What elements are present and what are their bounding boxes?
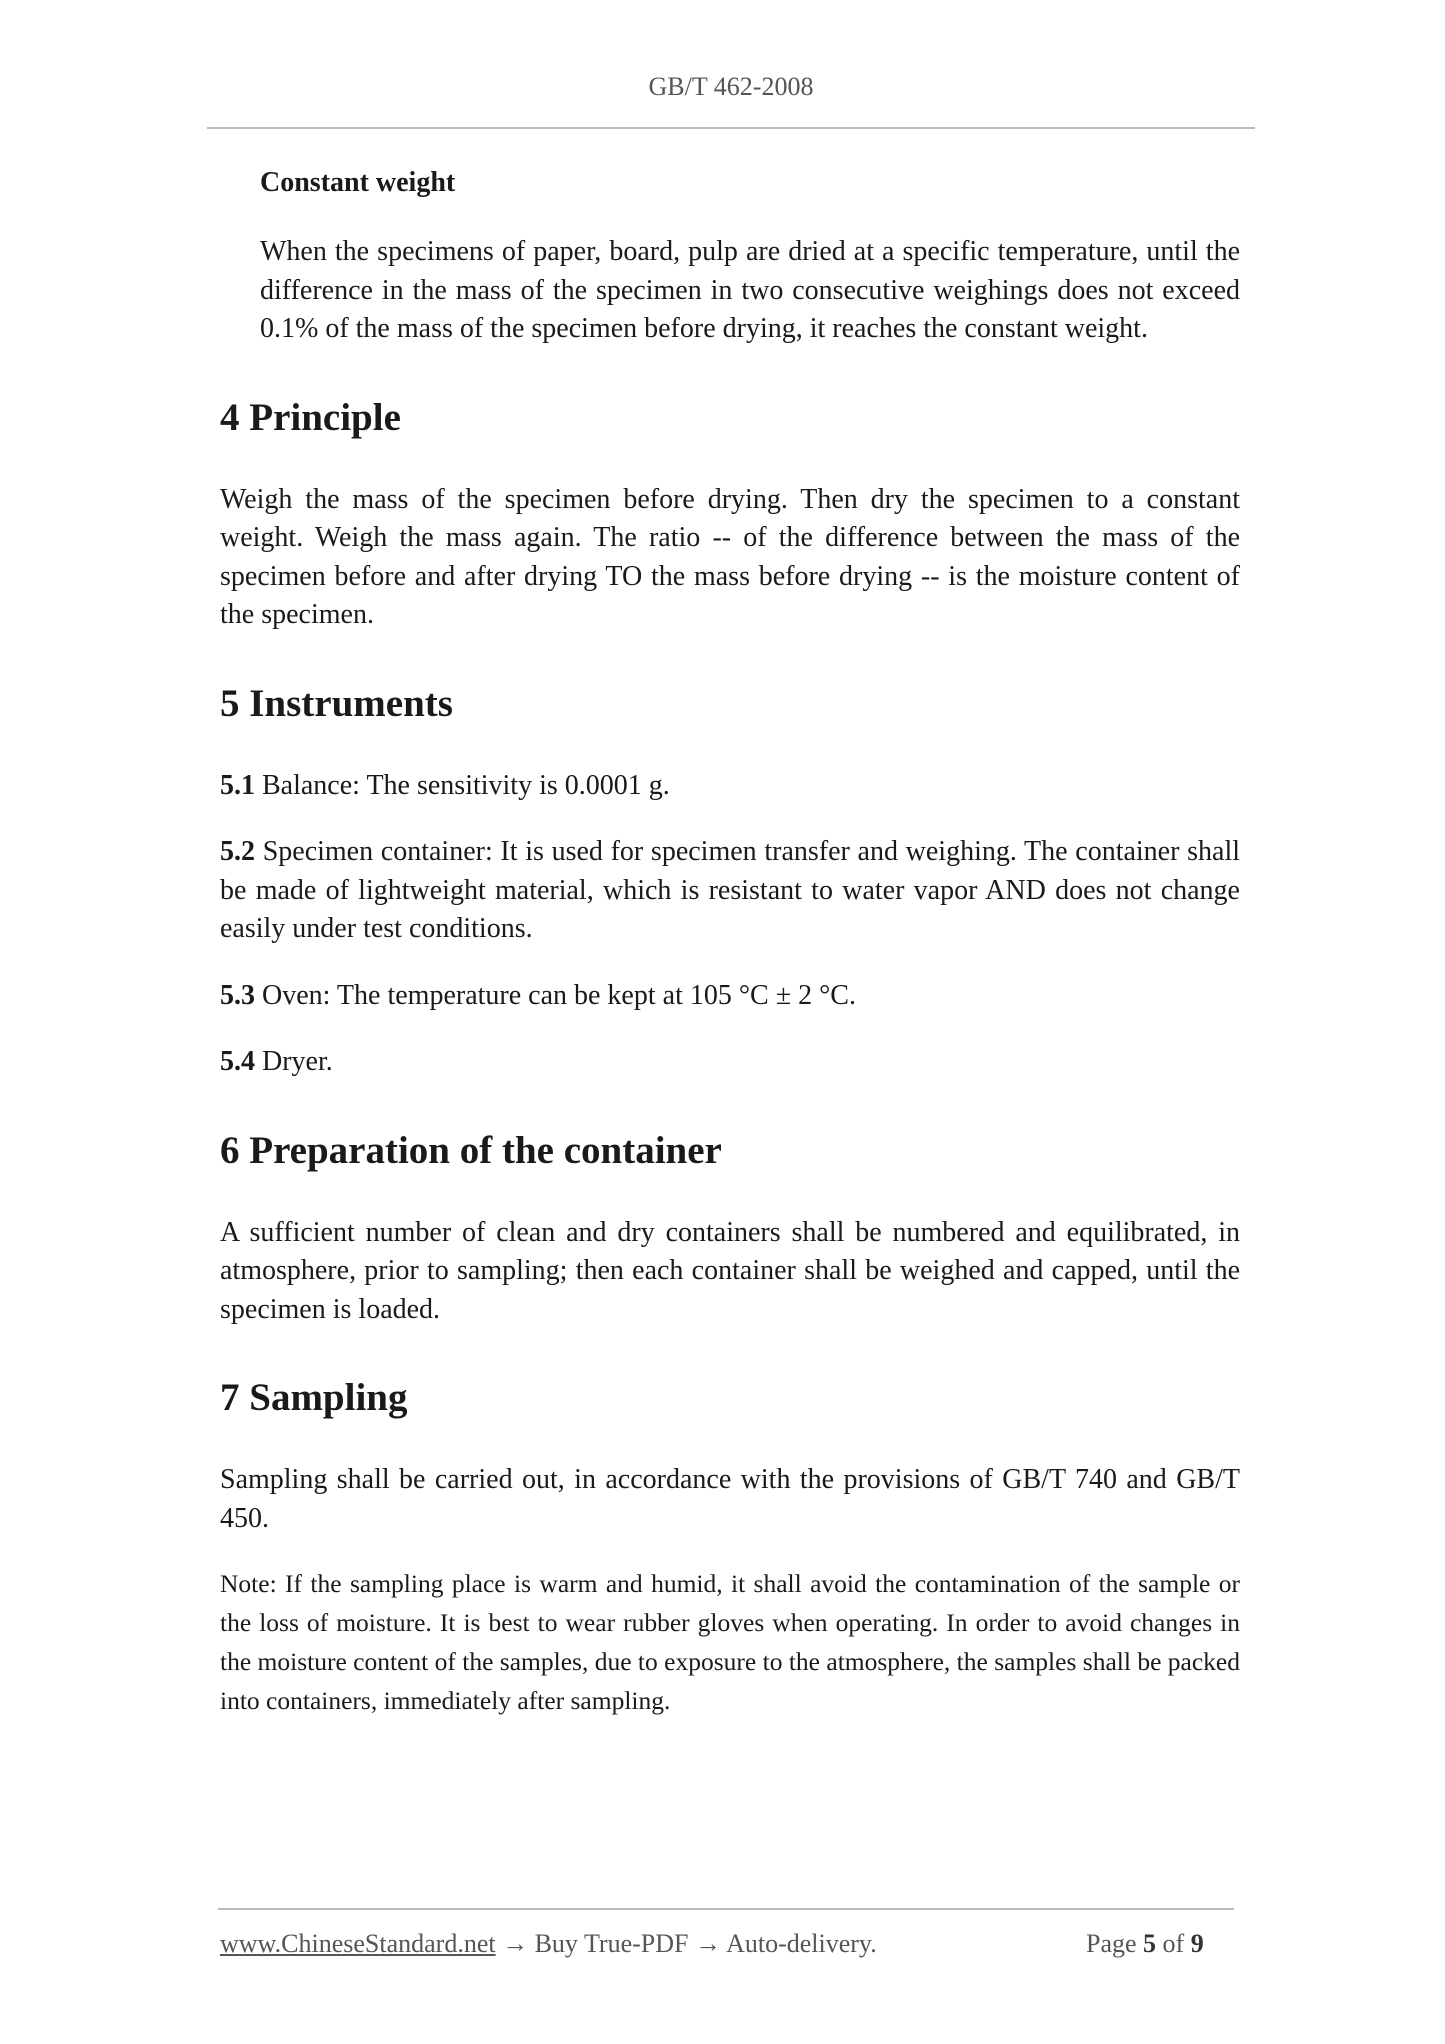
page-of-label: of [1162, 1929, 1185, 1958]
header-divider [207, 127, 1255, 129]
definition-term: Constant weight [260, 167, 456, 198]
instrument-item [220, 767, 1240, 806]
definition-text: When the specimens of paper, board, pulp are dried at a specific temperature, until the difference in the mass of the specimen in two consecutive weighings does not exceed 0.1% of the mass of the specimen before drying, it reaches the constant weight. [260, 236, 1240, 344]
website-link[interactable]: www.ChineseStandard.net [220, 1929, 496, 1958]
auto-delivery-text: Auto-delivery. [726, 1929, 877, 1958]
instrument-number: 5.1 [220, 769, 255, 801]
buy-true-pdf-text: Buy True-PDF [534, 1929, 689, 1958]
page-total: 9 [1190, 1929, 1204, 1958]
instrument-number: 5.3 [220, 979, 255, 1011]
instrument-text: Balance: The sensitivity is 0.0001 g. [262, 769, 670, 801]
section-heading-sampling: 7 Sampling [220, 1376, 408, 1419]
principle-paragraph: Weigh the mass of the specimen before drying. Then dry the specimen to a constant weight. Weigh the mass again. The ratio -- of the difference between the mass of the specimen before and after drying TO the mass before drying -- is the moisture content of the specimen. [220, 483, 1240, 630]
section-heading-principle: 4 Principle [220, 395, 401, 439]
instrument-text: Specimen container: It is used for specimen transfer and weighing. The container shall be made of lightweight material, which is resistant to water vapor AND does not change easily under test conditions. [220, 836, 1240, 944]
instrument-number: 5.4 [220, 1046, 255, 1077]
instrument-item [220, 833, 1240, 949]
footer-divider [218, 1908, 1234, 1910]
page-current: 5 [1143, 1929, 1157, 1958]
instrument-text: Oven: The temperature can be kept at 105 °C ± 2 °C. [262, 979, 856, 1011]
instrument-item [220, 1043, 1240, 1082]
page-indicator [1086, 1929, 1204, 1959]
instrument-item [220, 977, 1240, 1016]
sampling-note: Note: If the sampling place is warm and humid, it shall avoid the contamination of the sample or the loss of moisture. It is best to wear rubber gloves when operating. In order to avoid changes in the moisture content of the samples, due to exposure to the atmosphere, the samples shall be packed into containers, immediately after sampling. [220, 1569, 1240, 1715]
sampling-paragraph: Sampling shall be carried out, in accordance with the provisions of GB/T 740 and GB/T 450. [220, 1464, 1240, 1534]
arrow-right-icon: → [695, 1929, 721, 1958]
arrow-right-icon: → [502, 1929, 529, 1958]
document-body [220, 155, 1240, 1720]
page-label: Page [1086, 1929, 1137, 1958]
footer-promo [220, 1929, 877, 1959]
page-header: GB/T 462-2008 [648, 72, 814, 101]
section-heading-preparation: 6 Preparation of the container [220, 1128, 722, 1172]
instrument-text: Dryer. [262, 1046, 333, 1077]
section-heading-instruments: 5 Instruments [220, 681, 453, 725]
preparation-paragraph: A sufficient number of clean and dry containers shall be numbered and equilibrated, in atmosphere, prior to sampling; then each container shall be weighed and capped, until the specimen is loaded. [220, 1216, 1240, 1325]
instrument-number: 5.2 [220, 836, 255, 867]
